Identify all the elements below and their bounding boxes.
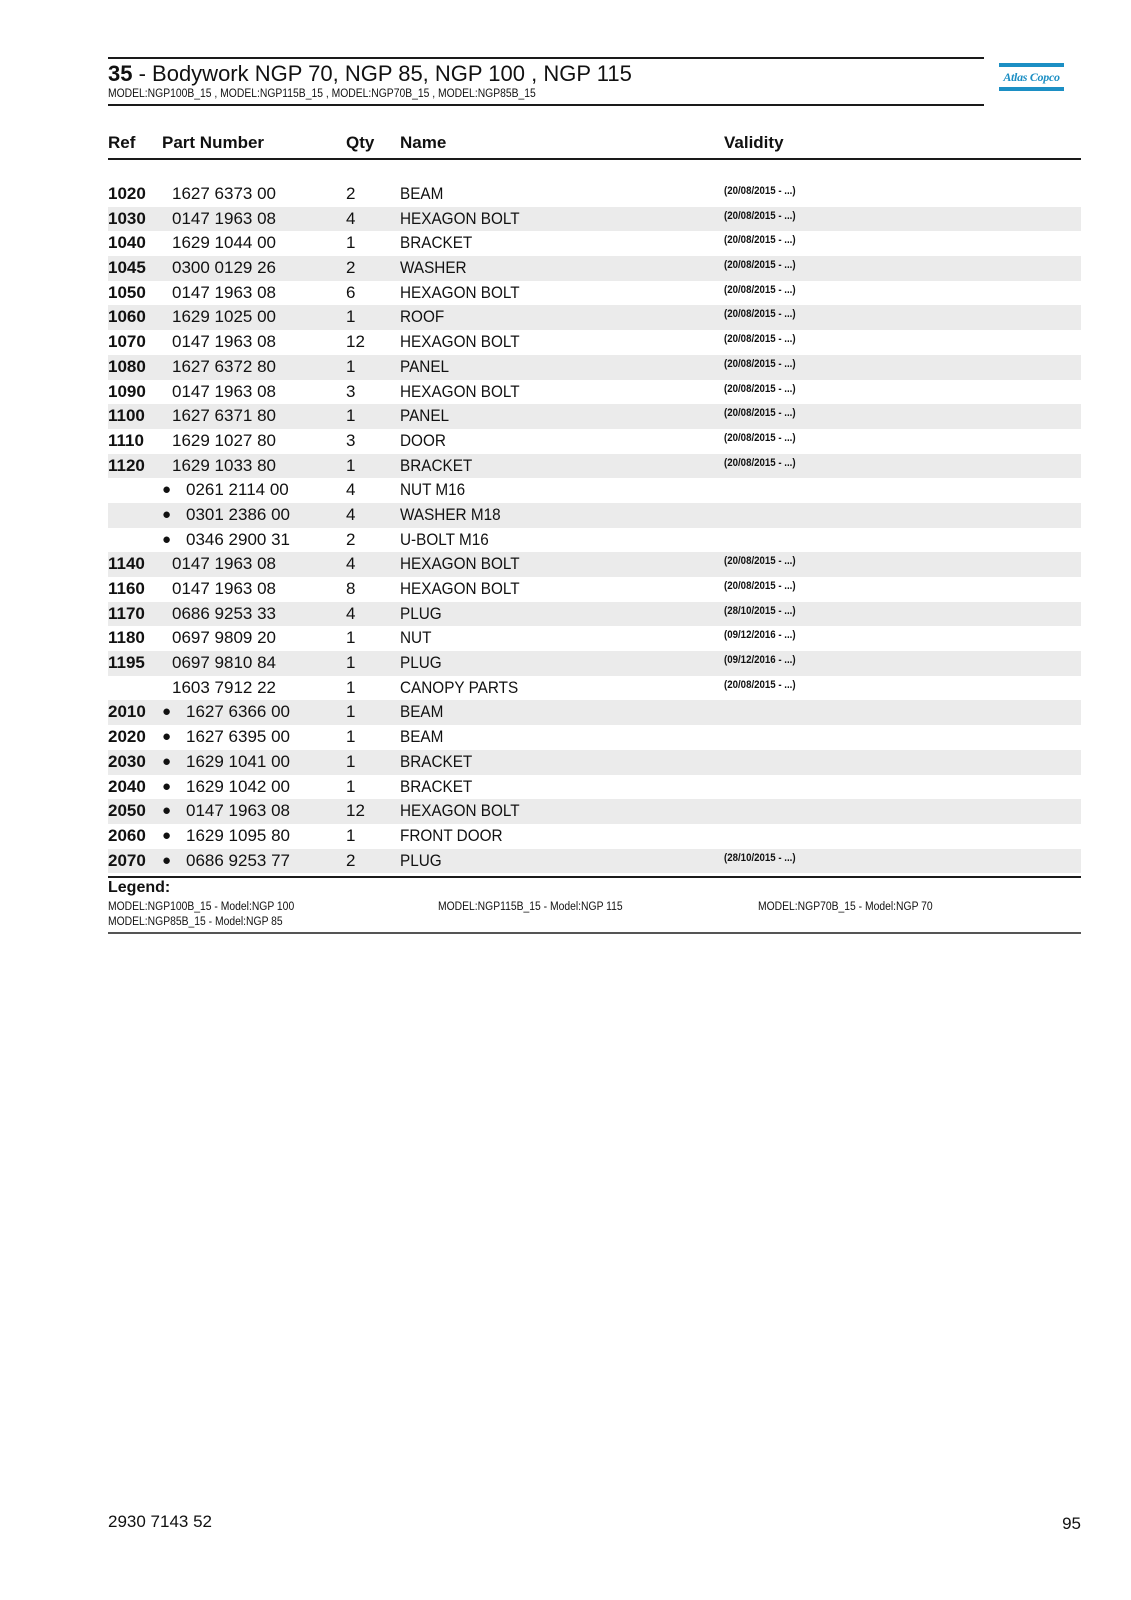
page-number: 95	[1062, 1514, 1081, 1533]
part-number-cell: 0147 1963 08	[186, 801, 290, 821]
name-cell: PANEL	[400, 406, 450, 426]
validity-cell: (20/08/2015 - ...)	[724, 209, 796, 222]
ref-cell: 1100	[108, 406, 145, 426]
qty-cell: 1	[346, 751, 356, 771]
bullet-icon: ●	[162, 752, 172, 770]
qty-cell: 1	[346, 455, 356, 475]
ref-cell: 1110	[108, 430, 144, 450]
table-row	[108, 404, 1081, 429]
table-row	[108, 355, 1081, 380]
qty-cell: 1	[346, 356, 356, 376]
validity-cell: (20/08/2015 - ...)	[724, 185, 796, 197]
name-cell: NUT	[400, 628, 432, 648]
part-number-cell: 0147 1963 08	[172, 554, 276, 574]
qty-cell: 1	[346, 727, 356, 747]
table-row	[108, 725, 1081, 750]
bullet-icon: ●	[162, 703, 172, 721]
validity-cell: (20/08/2015 - ...)	[724, 308, 796, 321]
validity-cell: (20/08/2015 - ...)	[724, 333, 796, 346]
table-row	[108, 577, 1081, 602]
qty-cell: 3	[346, 381, 356, 401]
table-row	[108, 454, 1081, 479]
table-row	[108, 207, 1081, 232]
column-qty: Qty	[346, 133, 375, 152]
bullet-icon: ●	[162, 802, 172, 820]
table-row	[108, 429, 1081, 454]
qty-cell: 4	[346, 208, 356, 228]
validity-cell: (20/08/2015 - ...)	[724, 407, 796, 420]
table-header	[108, 133, 1081, 159]
name-cell: BEAM	[400, 727, 444, 747]
validity-cell: (28/10/2015 - ...)	[724, 604, 796, 617]
table-row	[108, 626, 1081, 651]
ref-cell: 1180	[108, 628, 145, 648]
legend-title: Legend:	[108, 879, 171, 896]
name-cell: HEXAGON BOLT	[400, 282, 520, 302]
qty-cell: 1	[346, 653, 356, 673]
name-cell: BEAM	[400, 702, 444, 722]
qty-cell: 4	[346, 554, 356, 574]
ref-cell: 1140	[108, 554, 145, 574]
part-number-cell: 0147 1963 08	[172, 332, 276, 352]
name-cell: BRACKET	[400, 776, 473, 796]
name-cell: WASHER	[400, 258, 467, 278]
bullet-icon: ●	[162, 728, 172, 746]
ref-cell: 2030	[108, 751, 146, 771]
validity-cell: (09/12/2016 - ...)	[724, 654, 796, 667]
table-row	[108, 799, 1081, 824]
part-number-cell: 0147 1963 08	[172, 579, 276, 598]
part-number-cell: 1629 1025 00	[172, 307, 276, 327]
ref-cell: 1020	[108, 184, 146, 203]
part-number-cell: 0261 2114 00	[186, 480, 289, 500]
part-number-cell: 1629 1095 80	[186, 825, 290, 845]
bullet-icon: ●	[162, 505, 172, 523]
part-number-cell: 1629 1027 80	[172, 430, 276, 450]
table-row	[108, 700, 1081, 725]
name-cell: BRACKET	[400, 751, 473, 771]
part-number-cell: 1629 1033 80	[172, 455, 276, 475]
legend-rule-bottom	[108, 932, 1081, 934]
validity-cell: (20/08/2015 - ...)	[724, 234, 796, 247]
ref-cell: 2050	[108, 801, 146, 821]
part-number-cell: 0147 1963 08	[172, 282, 276, 302]
ref-cell: 2070	[108, 850, 146, 870]
bullet-icon: ●	[162, 777, 172, 795]
atlas-copco-logo	[999, 63, 1064, 95]
name-cell: HEXAGON BOLT	[400, 332, 520, 352]
name-cell: PLUG	[400, 603, 442, 623]
ref-cell: 1090	[108, 381, 146, 401]
name-cell: HEXAGON BOLT	[400, 208, 520, 228]
part-number-cell: 0147 1963 08	[172, 208, 276, 228]
table-row	[108, 478, 1081, 503]
page-title	[108, 61, 984, 87]
logo-band-bottom	[999, 87, 1064, 91]
name-cell: PLUG	[400, 850, 442, 870]
part-number-cell: 1627 6366 00	[186, 702, 290, 722]
qty-cell: 1	[346, 825, 356, 845]
validity-cell: (20/08/2015 - ...)	[724, 382, 796, 395]
model-list: MODEL:NGP100B_15 , MODEL:NGP115B_15 , MODEL:NGP70B_15 , MODEL:NGP85B_15	[108, 88, 536, 100]
qty-cell: 8	[346, 579, 356, 598]
table-row	[108, 231, 1081, 256]
validity-cell: (20/08/2015 - ...)	[724, 456, 796, 469]
ref-cell: 1045	[108, 258, 146, 278]
validity-cell: (20/08/2015 - ...)	[724, 580, 796, 592]
section-title: - Bodywork NGP 70, NGP 85, NGP 100 , NGP 115	[132, 61, 632, 86]
name-cell: DOOR	[400, 430, 446, 450]
name-cell: BRACKET	[400, 233, 473, 253]
validity-cell: (20/08/2015 - ...)	[724, 678, 796, 691]
qty-cell: 2	[346, 258, 356, 278]
header-rule-top	[108, 57, 984, 59]
validity-cell: (20/08/2015 - ...)	[724, 283, 796, 296]
page-header	[108, 57, 984, 106]
table-row	[108, 750, 1081, 775]
qty-cell: 12	[346, 801, 365, 821]
table-row	[108, 503, 1081, 528]
part-number-cell: 1627 6373 00	[172, 184, 276, 203]
name-cell: U-BOLT M16	[400, 529, 489, 549]
table-row	[108, 552, 1081, 577]
column-part-number: Part Number	[162, 133, 265, 152]
part-number-cell: 0346 2900 31	[186, 529, 290, 549]
ref-cell: 1070	[108, 332, 146, 352]
name-cell: FRONT DOOR	[400, 825, 503, 845]
validity-cell: (09/12/2016 - ...)	[724, 629, 796, 642]
qty-cell: 1	[346, 677, 356, 697]
table-header-rule	[108, 158, 1081, 160]
table-row	[108, 305, 1081, 330]
name-cell: HEXAGON BOLT	[400, 381, 520, 401]
ref-cell: 2060	[108, 825, 146, 845]
table-row	[108, 651, 1081, 676]
table-row	[108, 330, 1081, 355]
qty-cell: 12	[346, 332, 365, 352]
part-number-cell: 1627 6371 80	[172, 406, 276, 426]
validity-cell: (20/08/2015 - ...)	[724, 259, 796, 272]
ref-cell: 1050	[108, 282, 146, 302]
qty-cell: 1	[346, 776, 356, 796]
qty-cell: 3	[346, 430, 356, 450]
bullet-icon: ●	[162, 826, 172, 844]
name-cell: NUT M16	[400, 480, 466, 500]
qty-cell: 4	[346, 603, 356, 623]
part-number-cell: 1629 1042 00	[186, 776, 290, 796]
part-number-cell: 1627 6372 80	[172, 356, 276, 376]
table-row	[108, 182, 1081, 207]
ref-cell: 1040	[108, 233, 146, 253]
ref-cell: 2010	[108, 702, 146, 722]
table-row	[108, 775, 1081, 800]
name-cell: HEXAGON BOLT	[400, 554, 520, 574]
table-row	[108, 849, 1081, 874]
column-name: Name	[400, 133, 447, 152]
table-row	[108, 602, 1081, 627]
name-cell: PANEL	[400, 356, 450, 376]
name-cell: BRACKET	[400, 455, 473, 475]
qty-cell: 1	[346, 702, 356, 722]
part-number-cell: 1627 6395 00	[186, 727, 290, 747]
column-ref: Ref	[108, 133, 136, 152]
qty-cell: 1	[346, 406, 356, 426]
table-row	[108, 676, 1081, 701]
validity-cell: (20/08/2015 - ...)	[724, 357, 796, 370]
name-cell: BEAM	[400, 184, 444, 203]
ref-cell: 2020	[108, 727, 146, 747]
legend-item: MODEL:NGP100B_15 - Model:NGP 100	[108, 901, 295, 913]
legend-rule-top	[108, 876, 1081, 878]
legend-item: MODEL:NGP85B_15 - Model:NGP 85	[108, 916, 283, 928]
ref-cell: 1170	[108, 603, 145, 623]
name-cell: WASHER M18	[400, 504, 501, 524]
part-number-cell: 0301 2386 00	[186, 504, 290, 524]
ref-cell: 1030	[108, 208, 146, 228]
table-row	[108, 380, 1081, 405]
part-number-cell: 1629 1041 00	[186, 751, 290, 771]
ref-cell: 1080	[108, 356, 146, 376]
validity-cell: (28/10/2015 - ...)	[724, 851, 796, 864]
name-cell: PLUG	[400, 653, 442, 673]
table-row	[108, 281, 1081, 306]
table-row	[108, 528, 1081, 553]
validity-cell: (20/08/2015 - ...)	[724, 431, 796, 444]
document-number: 2930 7143 52	[108, 1512, 212, 1531]
part-number-cell: 1629 1044 00	[172, 233, 276, 253]
part-number-cell: 0147 1963 08	[172, 381, 276, 401]
bullet-icon: ●	[162, 851, 172, 869]
validity-cell: (20/08/2015 - ...)	[724, 555, 796, 568]
table-row	[108, 256, 1081, 281]
name-cell: HEXAGON BOLT	[400, 801, 520, 821]
header-rule-bottom	[108, 104, 984, 106]
qty-cell: 2	[346, 529, 356, 549]
column-validity: Validity	[724, 133, 784, 152]
logo-wordmark: Atlas Copco	[1003, 70, 1060, 84]
section-number: 35	[108, 61, 133, 86]
part-number-cell: 0686 9253 33	[172, 603, 276, 623]
qty-cell: 6	[346, 282, 356, 302]
legend-item: MODEL:NGP70B_15 - Model:NGP 70	[758, 901, 933, 913]
ref-cell: 2040	[108, 776, 146, 796]
qty-cell: 2	[346, 184, 356, 203]
qty-cell: 1	[346, 307, 356, 327]
parts-table	[108, 182, 1081, 873]
ref-cell: 1120	[108, 455, 145, 475]
qty-cell: 4	[346, 504, 356, 524]
qty-cell: 4	[346, 480, 356, 500]
bullet-icon: ●	[162, 481, 172, 499]
part-number-cell: 0300 0129 26	[172, 258, 276, 278]
qty-cell: 1	[346, 233, 356, 253]
part-number-cell: 0697 9810 84	[172, 653, 276, 673]
part-number-cell: 0686 9253 77	[186, 850, 290, 870]
name-cell: CANOPY PARTS	[400, 677, 519, 697]
ref-cell: 1195	[108, 653, 145, 673]
name-cell: ROOF	[400, 307, 445, 327]
table-row	[108, 824, 1081, 849]
legend-item: MODEL:NGP115B_15 - Model:NGP 115	[438, 901, 623, 913]
bullet-icon: ●	[162, 530, 172, 548]
ref-cell: 1160	[108, 579, 145, 598]
qty-cell: 1	[346, 628, 356, 648]
ref-cell: 1060	[108, 307, 146, 327]
part-number-cell: 1603 7912 22	[172, 677, 276, 697]
name-cell: HEXAGON BOLT	[400, 579, 520, 598]
part-number-cell: 0697 9809 20	[172, 628, 276, 648]
qty-cell: 2	[346, 850, 356, 870]
